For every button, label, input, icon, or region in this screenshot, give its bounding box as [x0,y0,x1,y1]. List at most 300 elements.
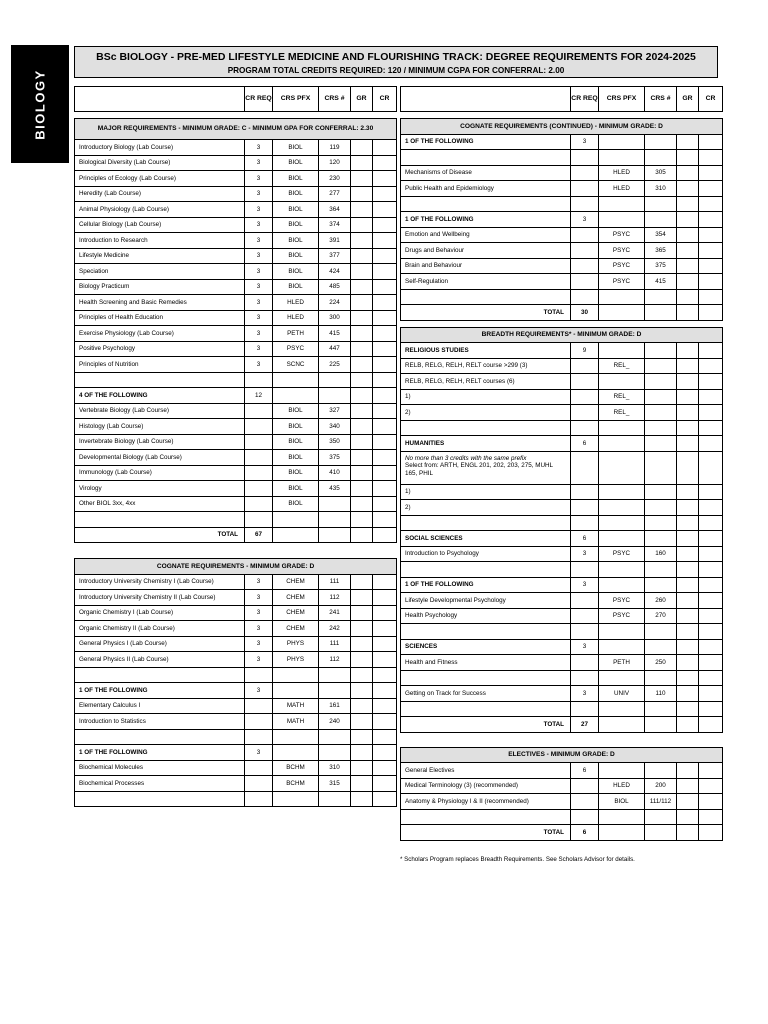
course-prefix: REL_ [599,405,645,421]
total-credits: 27 [571,717,599,733]
course-prefix [599,150,645,166]
credit-cell[interactable] [373,171,397,187]
grade-cell[interactable] [351,621,373,637]
credit-cell[interactable] [699,500,723,516]
credit-cell[interactable] [699,389,723,405]
course-row [75,264,397,280]
credit-cell[interactable] [373,248,397,264]
grade-cell[interactable] [677,794,699,810]
credit-cell[interactable] [699,794,723,810]
credit-cell[interactable] [699,227,723,243]
course-name: Other BIOL 3xx, 4xx [75,496,245,512]
grade-cell[interactable] [677,436,699,452]
credit-cell[interactable] [373,450,397,466]
course-number [319,745,351,761]
column-header: CRS # [645,87,677,112]
grade-cell[interactable] [677,531,699,547]
course-number [645,405,677,421]
course-name: Emotion and Wellbeing [401,227,571,243]
credit-cell[interactable] [373,465,397,481]
course-row [75,279,397,295]
grade-cell[interactable] [677,562,699,578]
course-prefix: BIOL [273,496,319,512]
credit-cell[interactable] [373,419,397,435]
credit-cell[interactable] [373,574,397,590]
credit-cell[interactable] [373,791,397,807]
credits-required [571,181,599,197]
credit-cell[interactable] [699,343,723,359]
credit-cell[interactable] [699,825,723,841]
credit-cell[interactable] [699,809,723,825]
credit-cell[interactable] [373,279,397,295]
credit-cell[interactable] [699,670,723,686]
grade-cell[interactable] [351,745,373,761]
course-number: 277 [319,186,351,202]
course-prefix: PSYC [599,608,645,624]
course-number [319,683,351,699]
credits-required: 3 [245,295,273,311]
grade-cell[interactable] [351,248,373,264]
grade-cell[interactable] [677,374,699,390]
credit-cell[interactable] [373,496,397,512]
course-row [401,165,723,181]
grade-cell[interactable] [351,714,373,730]
course-name: Cellular Biology (Lab Course) [75,217,245,233]
group-row [401,531,723,547]
course-name: 1 OF THE FOLLOWING [75,745,245,761]
credit-cell[interactable] [699,778,723,794]
course-row [75,295,397,311]
credits-required: 3 [245,621,273,637]
credit-cell[interactable] [699,531,723,547]
grade-cell[interactable] [351,605,373,621]
grade-cell[interactable] [351,791,373,807]
credit-cell[interactable] [373,636,397,652]
course-row [75,140,397,156]
grade-cell[interactable] [351,698,373,714]
course-name: 1) [401,484,571,500]
course-name [401,562,571,578]
grade-cell[interactable] [677,577,699,593]
grade-cell[interactable] [351,652,373,668]
grade-cell[interactable] [351,233,373,249]
grade-cell[interactable] [677,500,699,516]
blank-row [401,196,723,212]
side-tab [11,45,69,163]
grade-cell[interactable] [677,717,699,733]
course-name: Organic Chemistry I (Lab Course) [75,605,245,621]
grade-cell[interactable] [677,778,699,794]
grade-cell[interactable] [351,574,373,590]
course-number: 364 [319,202,351,218]
course-row [401,358,723,374]
grade-cell[interactable] [677,274,699,290]
credits-required: 3 [245,745,273,761]
course-name: Introductory University Chemistry II (Lab Course) [75,590,245,606]
course-row [401,389,723,405]
course-number: 160 [645,546,677,562]
credits-required: 3 [245,326,273,342]
grade-cell[interactable] [351,310,373,326]
group-row [401,639,723,655]
grade-cell[interactable] [677,655,699,671]
credits-required [571,593,599,609]
course-prefix [273,667,319,683]
grade-cell[interactable] [351,481,373,497]
credit-cell[interactable] [699,289,723,305]
course-number: 350 [319,434,351,450]
course-prefix [599,562,645,578]
credits-required [571,562,599,578]
credits-required: 3 [571,134,599,150]
credit-cell[interactable] [699,150,723,166]
credit-cell[interactable] [373,714,397,730]
blank-row [75,667,397,683]
grade-cell[interactable] [351,590,373,606]
humanities-note-options: Select from: ARTH, ENGL 201, 202, 203, 275, MUHL 165, PHIL [405,462,553,478]
course-number [645,562,677,578]
credit-cell[interactable] [373,605,397,621]
grade-cell[interactable] [351,372,373,388]
course-prefix: PETH [273,326,319,342]
electives-table [400,747,723,841]
course-name [401,420,571,436]
grade-cell[interactable] [351,388,373,404]
grade-cell[interactable] [351,155,373,171]
credits-required [245,481,273,497]
grade-cell[interactable] [677,451,699,484]
course-prefix [599,420,645,436]
grade-cell[interactable] [351,636,373,652]
credit-cell[interactable] [699,420,723,436]
credit-cell[interactable] [699,243,723,259]
course-prefix [599,763,645,779]
course-prefix: PSYC [599,593,645,609]
credits-required [571,227,599,243]
credit-cell[interactable] [699,546,723,562]
course-number [645,134,677,150]
credits-required [245,776,273,792]
grade-cell[interactable] [677,134,699,150]
course-row [75,574,397,590]
grade-cell[interactable] [677,686,699,702]
credit-cell[interactable] [699,639,723,655]
course-number: 415 [319,326,351,342]
grade-cell[interactable] [677,809,699,825]
grade-cell[interactable] [677,305,699,321]
credit-cell[interactable] [699,305,723,321]
section-heading: COGNATE REQUIREMENTS - MINIMUM GRADE: D [75,559,397,575]
credit-cell[interactable] [373,217,397,233]
credit-cell[interactable] [699,274,723,290]
column-header: CR REQ [571,87,599,112]
grade-cell[interactable] [351,171,373,187]
credits-required: 3 [245,605,273,621]
table-cell [645,825,677,841]
grade-cell[interactable] [677,420,699,436]
course-number: 111 [319,574,351,590]
course-name: Biochemical Molecules [75,760,245,776]
credit-cell[interactable] [373,372,397,388]
course-name [75,791,245,807]
grade-cell[interactable] [351,217,373,233]
credit-cell[interactable] [373,357,397,373]
grade-cell[interactable] [677,258,699,274]
column-header: CRS # [319,87,351,112]
grade-cell[interactable] [351,264,373,280]
credits-required [571,358,599,374]
grade-cell[interactable] [351,186,373,202]
grade-cell[interactable] [677,389,699,405]
credits-required: 3 [571,686,599,702]
course-number [645,670,677,686]
grade-cell[interactable] [351,465,373,481]
credit-cell[interactable] [373,233,397,249]
grade-cell[interactable] [351,776,373,792]
course-prefix [273,791,319,807]
grade-cell[interactable] [677,196,699,212]
credit-cell[interactable] [699,763,723,779]
credit-cell[interactable] [373,760,397,776]
grade-cell[interactable] [677,670,699,686]
grade-cell[interactable] [677,212,699,228]
grade-cell[interactable] [351,496,373,512]
course-name: Getting on Track for Success [401,686,571,702]
course-name: Introduction to Psychology [401,546,571,562]
credit-cell[interactable] [699,196,723,212]
course-name: Health and Fitness [401,655,571,671]
credit-cell[interactable] [699,655,723,671]
grade-cell[interactable] [351,403,373,419]
grade-cell[interactable] [351,512,373,528]
course-number: 375 [645,258,677,274]
credit-cell[interactable] [699,358,723,374]
course-row [75,652,397,668]
grade-cell[interactable] [677,181,699,197]
grade-cell[interactable] [351,527,373,543]
credit-cell[interactable] [373,776,397,792]
credit-cell[interactable] [373,310,397,326]
credit-cell[interactable] [699,686,723,702]
course-prefix: BIOL [273,419,319,435]
course-prefix: BIOL [273,186,319,202]
course-name: Medical Terminology (3) (recommended) [401,778,571,794]
credit-cell[interactable] [373,155,397,171]
credit-cell[interactable] [373,512,397,528]
course-prefix [599,289,645,305]
course-name: Introduction to Research [75,233,245,249]
course-name: Biochemical Processes [75,776,245,792]
group-row [75,683,397,699]
credit-cell[interactable] [373,527,397,543]
grade-cell[interactable] [677,358,699,374]
credit-cell[interactable] [699,515,723,531]
credit-cell[interactable] [373,388,397,404]
column-header: CR [373,87,397,112]
grade-cell[interactable] [351,683,373,699]
credit-cell[interactable] [699,258,723,274]
credit-cell[interactable] [373,621,397,637]
course-number [645,212,677,228]
grade-cell[interactable] [351,295,373,311]
credit-cell[interactable] [373,202,397,218]
credit-cell[interactable] [699,624,723,640]
course-name: 1 OF THE FOLLOWING [401,577,571,593]
credit-cell[interactable] [373,667,397,683]
page-header [74,46,718,78]
credit-cell[interactable] [373,683,397,699]
grade-cell[interactable] [677,701,699,717]
cognate-requirements-table [74,558,397,807]
credits-required [245,496,273,512]
grade-cell[interactable] [351,202,373,218]
grade-cell[interactable] [677,289,699,305]
course-name: Animal Physiology (Lab Course) [75,202,245,218]
course-name: Speciation [75,264,245,280]
course-prefix: BIOL [273,279,319,295]
credit-cell[interactable] [699,608,723,624]
course-row [75,450,397,466]
table-cell [599,825,645,841]
grade-cell[interactable] [677,593,699,609]
total-label: TOTAL [401,305,571,321]
course-row [75,481,397,497]
credit-cell[interactable] [699,134,723,150]
course-row [75,357,397,373]
course-name [401,515,571,531]
credit-cell[interactable] [699,484,723,500]
course-row [401,258,723,274]
credits-required [571,778,599,794]
credit-cell[interactable] [699,374,723,390]
grade-cell[interactable] [677,608,699,624]
course-name: Heredity (Lab Course) [75,186,245,202]
credit-cell[interactable] [373,729,397,745]
credit-cell[interactable] [373,140,397,156]
course-name: Lifestyle Medicine [75,248,245,264]
grade-cell[interactable] [351,667,373,683]
blank-row [401,420,723,436]
course-prefix [599,212,645,228]
credit-cell[interactable] [373,698,397,714]
course-prefix [273,683,319,699]
grade-cell[interactable] [677,515,699,531]
credit-cell[interactable] [699,165,723,181]
credit-cell[interactable] [373,590,397,606]
grade-cell[interactable] [677,825,699,841]
blank-row [75,791,397,807]
group-row [75,388,397,404]
credit-cell[interactable] [699,405,723,421]
credit-cell[interactable] [699,593,723,609]
credit-cell[interactable] [699,212,723,228]
credit-cell[interactable] [373,295,397,311]
grade-cell[interactable] [677,405,699,421]
credit-cell[interactable] [373,481,397,497]
grade-cell[interactable] [351,450,373,466]
credit-cell[interactable] [699,577,723,593]
credits-required [571,274,599,290]
course-prefix [599,436,645,452]
course-prefix: BIOL [273,202,319,218]
course-name: Health Psychology [401,608,571,624]
grade-cell[interactable] [677,763,699,779]
table-cell [645,305,677,321]
grade-cell[interactable] [677,624,699,640]
course-row [401,500,723,516]
course-number: 225 [319,357,351,373]
course-prefix: CHEM [273,621,319,637]
course-prefix [599,500,645,516]
grade-cell[interactable] [677,639,699,655]
course-name: Principles of Nutrition [75,357,245,373]
grade-cell[interactable] [351,729,373,745]
course-row [75,760,397,776]
credit-cell[interactable] [373,264,397,280]
course-number [645,289,677,305]
grade-cell[interactable] [677,343,699,359]
grade-cell[interactable] [351,760,373,776]
course-number: 375 [319,450,351,466]
grade-cell[interactable] [351,326,373,342]
credits-required: 3 [245,155,273,171]
course-name: Exercise Physiology (Lab Course) [75,326,245,342]
credit-cell[interactable] [373,403,397,419]
credit-cell[interactable] [699,701,723,717]
side-tab-label: BIOLOGY [32,68,48,140]
course-name: Mechanisms of Disease [401,165,571,181]
course-name: Histology (Lab Course) [75,419,245,435]
grade-cell[interactable] [677,243,699,259]
grade-cell[interactable] [677,484,699,500]
credit-cell[interactable] [699,436,723,452]
credit-cell[interactable] [699,181,723,197]
grade-cell[interactable] [351,279,373,295]
course-number [319,729,351,745]
grade-cell[interactable] [677,165,699,181]
credit-cell[interactable] [373,745,397,761]
grade-cell[interactable] [351,140,373,156]
header-blank [75,87,245,112]
credits-required: 3 [245,341,273,357]
table-cell [599,451,645,484]
course-number: 120 [319,155,351,171]
credit-cell[interactable] [373,186,397,202]
credits-required [571,809,599,825]
credit-cell[interactable] [373,326,397,342]
credits-required: 3 [245,217,273,233]
grade-cell[interactable] [351,341,373,357]
credit-cell[interactable] [373,434,397,450]
credits-required [571,196,599,212]
grade-cell[interactable] [677,227,699,243]
credit-cell[interactable] [699,451,723,484]
grade-cell[interactable] [351,419,373,435]
grade-cell[interactable] [351,434,373,450]
credit-cell[interactable] [699,717,723,733]
credit-cell[interactable] [373,341,397,357]
blank-row [401,562,723,578]
grade-cell[interactable] [677,150,699,166]
course-row [75,590,397,606]
course-name: Elementary Calculus I [75,698,245,714]
grade-cell[interactable] [677,546,699,562]
credit-cell[interactable] [699,562,723,578]
total-row [75,527,397,543]
credit-cell[interactable] [373,652,397,668]
grade-cell[interactable] [351,357,373,373]
course-prefix: PETH [599,655,645,671]
